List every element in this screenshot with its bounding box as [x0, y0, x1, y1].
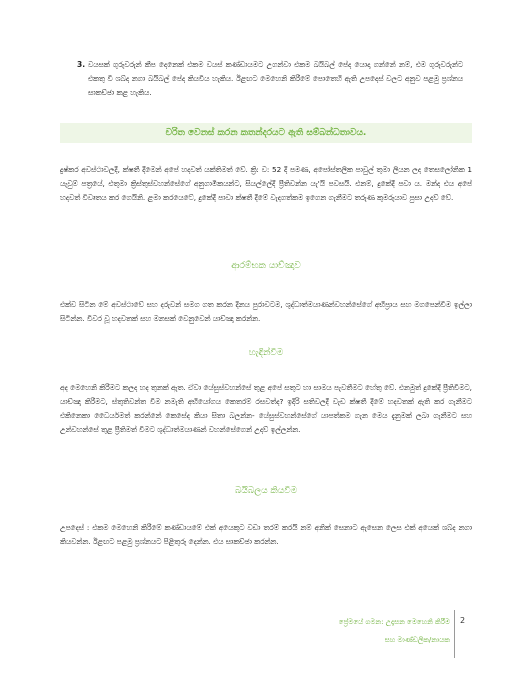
section-heading-opening-prayer: ආරම්භක යාච්ඤාව [231, 261, 301, 271]
page-number: 2 [460, 616, 466, 625]
section-heading-introduction: හැඳින්වීම [248, 348, 284, 358]
section-body-introduction: අද මෙහෙනි කිරීමට කලද හද තුනක් ඇත. ඒවා යේසුස්වහන්සේ තුළ අපේ සතුට හා සාමය පැවතීමට හේතු වේ. එනමුත් දුකේදී ප්‍රීතිවීමට, යාච්ඤා කිරීමට, ස්තුතිවන්ත වීම නමැති අභියෝගය කෙතරම් රසවත්ද? ඉදිරි සතිවලදී වැඩ ක්ෂතී දීමේ හදවතක් ඇති කර ගැනීමට එකිනෙකා ධෛර්යමත් කරන්නේ කෙසේද කියා සිතා බලන්න- යේසුස්වහන්සේගේ යාපත්කම ගැන මෙය දැනුමක් ලබා ගැනීමට සහ උන්වහන්සේ තුළ ප්‍රීතිමත් වීමට ශුද්ධාත්මයාණන් වහන්සේගෙන් උදව් ඉල්ලන්න. [60, 383, 472, 434]
numbered-instruction [77, 58, 463, 100]
footer-title: ප්‍රේමයේ ගමන: උදෑසන මෙහෙනි කිරීම [338, 618, 450, 626]
section-body-opening-prayer: එක්ව සිටින මේ අවස්ථාවේ සහ දරුවන් සමග ගත කරන දිනය පුරාවටම, ශුද්ධාත්මයාණන්වහන්සේගේ අභිප්‍රාය සහ මගපෙන්වීම ඉල්ලා සිටින්න. විවර වූ හදවතක් සහ මනසක් වෙනුවෙන් යාච්ඤා කරන්න. [60, 300, 472, 323]
section-heading-bible-reading: බයිබලය කියවීම [234, 486, 298, 496]
section-heading-connection: චරිත වෙනස් කරන කතන්දරයට ඇති සම්බන්ධතාවය. [60, 123, 472, 143]
footer-subtitle: සහ මාණ්ඩලික/නායක [384, 636, 450, 644]
section-body-bible-reading: උපදෙස් : එකම මෙහෙනි කිරීමේ කණ්ඩායමේ එක් අයෙකුට වඩා තරම් කරයි නම් අනික් සෙනාට ඇසෙන ලෙස එක් අයෙක් ශබ්ද නගා කියවන්න. ඊළඟට පළමු ප්‍රශ්නයට පිළිතුරු දෙන්න. එය සාකච්ඡා කරන්න. [60, 523, 472, 546]
section-body-connection: දුෂ්කර අවස්ථාවලදී, ක්ෂතී දීමෙන් අපේ හදවත් යක්තිමත් වේ. ක්‍රි: ව: 52 දී පමණ, අපෝස්තලික පාවුල් තුමා ලියන ලද තෙසලෝනික 1 යැවුම් පත්‍රයේ, එතුමා ක්‍රිස්තුස්වහන්සේගේ අනුගාමිකයන්ට, සියල්ලේදී ප්‍රීතිවන්න යැ'යි පවසයි. එනම්, දුකේදී පවා ය. මන්ද එය අපේ හදවත් විවෘතය කර ගෙයිනි. ළමා කරයෙටේ, දුකේදී පාවා ක්ෂතී දීමේ වැදගත්කම ඉගෙන ගැනීමට තරුණ කුමරුයාව පුසා උදව් වේ. [60, 165, 472, 202]
instruction-number: 3. [77, 60, 86, 69]
instruction-text: වයසක් ගුරුවරුන් කීප දෙනෙක් එකම වයස් කණ්ඩායමට උගන්වා එකම බයිබල් පේද යොදා ගන්නේ නම්, එම ගුරුවරුන්ට එකතු වී ශබ්ද නගා බයිබල් පේද කියවිය හැකිය. ඊළඟට මෙහෙනි කිරීමේ පොතෙහි ඇති උපදෙස් වලට අනුව පළමු ප්‍රශ්නය සාකච්ඡා කළ හැකිය. [88, 60, 463, 97]
footer-divider [454, 610, 455, 658]
